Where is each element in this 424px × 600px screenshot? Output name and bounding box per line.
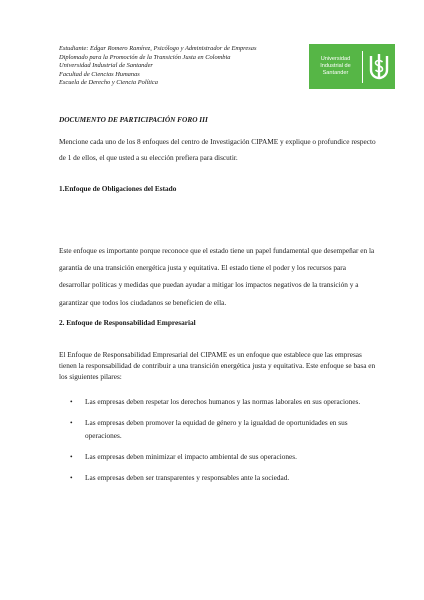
header-line-university: Universidad Industrial de Santander [59,62,153,70]
logo-line-3: Santander [322,70,349,76]
bullet-icon: • [70,397,73,406]
logo-line-2: Industrial de [320,63,351,69]
uis-monogram-icon [363,51,395,83]
header-line-student: Estudiante: Edgar Romero Ramírez, Psicólogo y Administrador de Empresas [59,45,257,52]
logo-line-1: Universidad [320,56,351,62]
list-item-text: Las empresas deben respetar los derechos humanos y las normas laborales en sus operaciones. [85,397,361,406]
author-header [59,45,304,88]
section-2-heading: 2. Enfoque de Responsabilidad Empresarial [59,318,196,327]
document-title: DOCUMENTO DE PARTICIPACIÓN FORO III [59,115,208,124]
intro-paragraph: Mencione cada uno de los 8 enfoques del centro de Investigación CIPAME y explique o profundice respecto de 1 de ellos, el que usted a su elección prefiera para discutir. [59,137,376,162]
header-line-diplomado: Diplomado para la Promoción de la Transición Justa en Colombia [59,53,231,61]
header-line-school: Escuela de Derecho y Ciencia Política [59,79,158,87]
list-item [70,416,386,442]
section-2-body: El Enfoque de Responsabilidad Empresarial del CIPAME es un enfoque que establece que las empresas tienen la responsabilidad de contribuir a una transición energética justa y equitativa. Este enfoque se basa en los siguientes pilares: [59,350,376,382]
list-item-text: Las empresas deben minimizar el impacto ambiental de sus operaciones. [85,452,297,461]
list-item [70,395,386,408]
bullet-icon: • [70,418,73,427]
list-item [70,450,386,463]
bullet-icon: • [70,473,73,482]
section-1-heading: 1.Enfoque de Obligaciones del Estado [59,184,177,193]
logo-text [309,56,362,77]
bullet-icon: • [70,452,73,461]
pillars-list [70,395,386,492]
header-line-faculty: Facultad de Ciencias Humanas [59,70,140,78]
list-item-text: Las empresas deben promover la equidad de género y la igualdad de oportunidades en sus operaciones. [85,418,348,440]
list-item [70,471,386,484]
section-1-body: Este enfoque es importante porque reconoce que el estado tiene un papel fundamental que desempeñar en la garantía de una transición energética justa y equitativa. El estado tiene el poder y los recursos para desarrollar políticas y medidas que puedan ayudar a mitigar los impactos negativos de la transición y a garantizar que todos los ciudadanos se beneficien de ella. [59,246,375,307]
list-item-text: Las empresas deben ser transparentes y responsables ante la sociedad. [85,473,290,482]
university-logo [309,44,395,89]
